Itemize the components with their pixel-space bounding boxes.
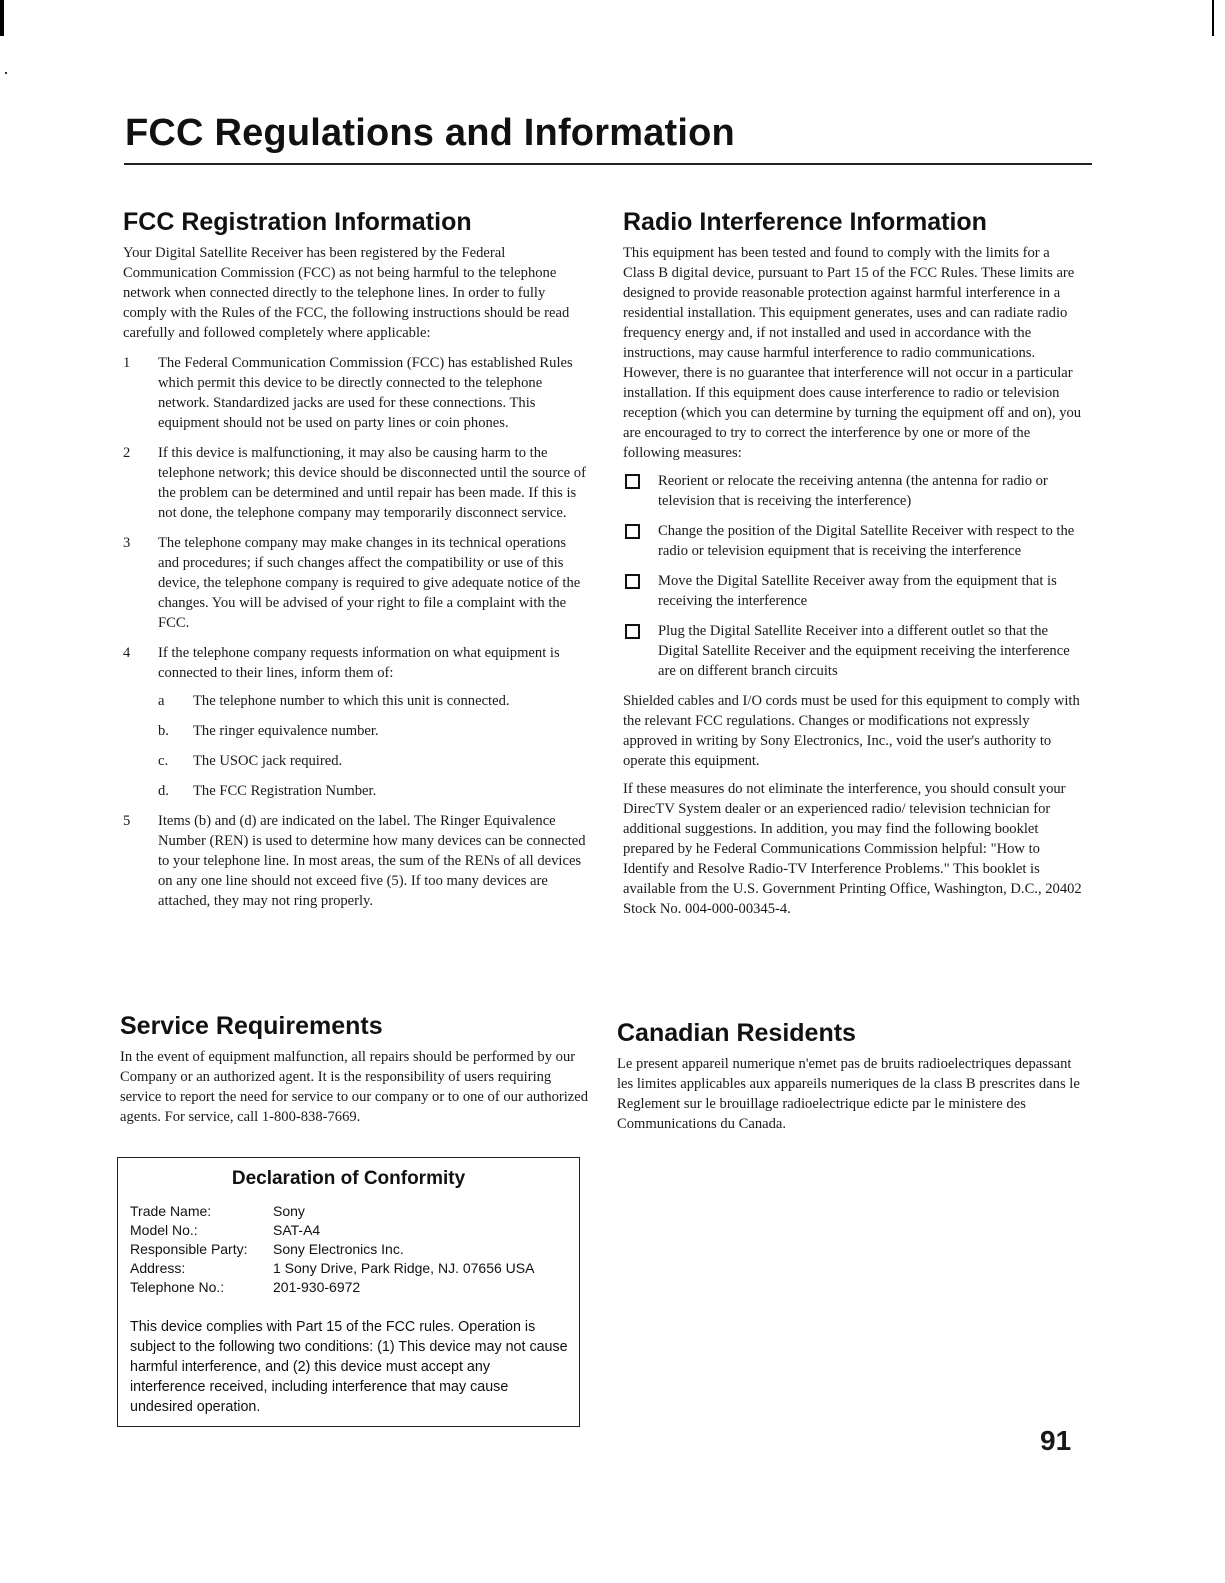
list-item <box>123 811 588 911</box>
declaration-table <box>130 1202 534 1297</box>
service-heading: Service Requirements <box>120 1012 383 1040</box>
radio-interference-intro: This equipment has been tested and found to comply with the limits for a Class B digital device, pursuant to Part 15 of the FCC Rules. These limits are designed to provide reasonable protection against harmful interference in a residential installation. This equipment generates, uses and can radiate radio frequency energy and, if not installed and used in accordance with the instructions, may cause harmful interference to radio communications. However, there is no guarantee that interference will not occur in a particular installation. If this equipment does cause interference to radio or television reception (which you can determine by turning the equipment off and on), you are encouraged to try to correct the interference by one or more of the following measures: <box>623 245 1082 461</box>
scan-edge-mark-left <box>0 0 4 36</box>
equipment-info-sublist <box>158 691 588 801</box>
item-number: 4 <box>123 645 131 661</box>
fcc-registration-intro: Your Digital Satellite Receiver has been registered by the Federal Communication Commission (FCC) as not being harmful to the telephone network when connected directly to the telephone lines. In order to fully comply with the Rules of the FCC, the following instructions should be read carefully and followed completely where applicable: <box>123 245 570 341</box>
title-rule <box>124 163 1092 165</box>
row-value: Sony <box>273 1203 305 1219</box>
measure-text: Move the Digital Satellite Receiver away from the equipment that is receiving the interference <box>658 573 1057 609</box>
row-value: 201-930-6972 <box>273 1279 361 1295</box>
sub-item-text: The telephone number to which this unit is connected. <box>193 693 510 709</box>
row-label: Telephone No.: <box>130 1279 225 1295</box>
sub-item-text: The USOC jack required. <box>193 753 343 769</box>
sub-item-letter: c. <box>158 753 169 769</box>
sub-list-item <box>158 721 588 741</box>
table-row <box>130 1240 534 1259</box>
row-value: 1 Sony Drive, Park Ridge, NJ. 07656 USA <box>273 1260 535 1276</box>
service-requirements-section <box>120 1012 590 1135</box>
left-column <box>123 208 588 921</box>
list-item <box>623 571 1085 611</box>
item-number: 2 <box>123 445 131 461</box>
canadian-text: Le present appareil numerique n'emet pas de bruits radioelectriques depassant les limites applicables aux appareils numeriques de la class B prescrites dans le Reglement sur le brouillage radioelectrique edicte par le ministere des Communications du Canada. <box>617 1056 1080 1132</box>
declaration-of-conformity-box <box>117 1157 580 1427</box>
list-item <box>623 621 1085 681</box>
row-label: Responsible Party: <box>130 1241 248 1257</box>
table-row <box>130 1259 534 1278</box>
list-item <box>123 533 588 633</box>
scan-speck <box>5 72 7 74</box>
scan-edge-mark-right <box>1212 0 1214 36</box>
measure-text: Reorient or relocate the receiving antenna (the antenna for radio or television that is receiving the interference) <box>658 473 1048 509</box>
sub-item-letter: b. <box>158 723 169 739</box>
sub-item-text: The ringer equivalence number. <box>193 723 379 739</box>
item-text: If the telephone company requests information on what equipment is connected to their lines, inform them of: <box>158 645 560 681</box>
sub-list-item <box>158 751 588 771</box>
row-value: Sony Electronics Inc. <box>273 1241 404 1257</box>
right-column <box>623 208 1085 927</box>
sub-item-letter: d. <box>158 783 169 799</box>
checkbox-icon <box>625 624 640 639</box>
row-label: Model No.: <box>130 1222 198 1238</box>
list-item <box>623 471 1085 511</box>
checkbox-icon <box>625 474 640 489</box>
table-row <box>130 1202 534 1221</box>
sub-item-letter: a <box>158 693 165 709</box>
radio-interference-heading: Radio Interference Information <box>623 208 987 236</box>
item-text: Items (b) and (d) are indicated on the label. The Ringer Equivalence Number (REN) is used to determine how many devices can be connected to your telephone line. In most areas, the sum of the RENs of all devices on any one line should not exceed five (5). If too many devices are attached, they may not ring properly. <box>158 813 586 909</box>
item-number: 1 <box>123 355 131 371</box>
checkbox-icon <box>625 574 640 589</box>
fcc-registration-list <box>123 353 588 911</box>
page-title: FCC Regulations and Information <box>125 112 735 154</box>
table-row <box>130 1278 534 1297</box>
row-label: Trade Name: <box>130 1203 212 1219</box>
declaration-text: This device complies with Part 15 of the FCC rules. Operation is subject to the following two conditions: (1) This device may not cause harmful interference, and (2) this device must accept any interference received, including interference that may cause undesired operation. <box>130 1319 568 1415</box>
canadian-heading: Canadian Residents <box>617 1019 856 1047</box>
page-number: 91 <box>1040 1425 1072 1456</box>
canadian-residents-section <box>617 1019 1085 1142</box>
sub-list-item <box>158 691 588 711</box>
item-number: 3 <box>123 535 131 551</box>
service-text: In the event of equipment malfunction, all repairs should be performed by our Company or an authorized agent. It is the responsibility of users requiring service to report the need for service to our company or to one of our authorized agents. For service, call 1-800-838-7669. <box>120 1049 589 1125</box>
declaration-title: Declaration of Conformity <box>231 1168 466 1189</box>
list-item <box>123 353 588 433</box>
sub-list-item <box>158 781 588 801</box>
row-label: Address: <box>130 1260 186 1276</box>
measure-text: Plug the Digital Satellite Receiver into a different outlet so that the Digital Satellite Receiver and the equipment receiving the interference are on different branch circuits <box>658 623 1070 679</box>
checkbox-icon <box>625 524 640 539</box>
item-text: The Federal Communication Commission (FCC) has established Rules which permit this device to be directly connected to the telephone network. Standardized jacks are used for these connections. This equipment should not be used on party lines or coin phones. <box>158 355 573 431</box>
interference-measures-list <box>623 471 1085 681</box>
fcc-registration-heading: FCC Registration Information <box>123 208 472 236</box>
measure-text: Change the position of the Digital Satellite Receiver with respect to the radio or television equipment that is receiving the interference <box>658 523 1075 559</box>
item-number: 5 <box>123 813 131 829</box>
item-text: If this device is malfunctioning, it may also be causing harm to the telephone network; this device should be disconnected until the source of the problem can be determined and until repair has been made. If this is not done, the telephone company may temporarily disconnect service. <box>158 445 586 521</box>
list-item <box>123 643 588 801</box>
shielded-cables-text: Shielded cables and I/O cords must be used for this equipment to comply with the relevant FCC regulations. Changes or modifications not expressly approved in writing by Sony Electronics, Inc., void the user's authority to operate this equipment. <box>623 693 1080 769</box>
row-value: SAT-A4 <box>273 1222 321 1238</box>
item-text: The telephone company may make changes in its technical operations and procedures; if such changes affect the compatibility or use of this device, the telephone company is required to give adequate notice of the changes. You will be advised of your right to file a complaint with the FCC. <box>158 535 581 631</box>
consult-dealer-text: If these measures do not eliminate the interference, you should consult your DirecTV System dealer or an experienced radio/ television technician for additional suggestions. In addition, you may find the following booklet prepared by he Federal Communications Commission helpful: "How to Identify and Resolve Radio-TV Interference Problems." This booklet is available from the U.S. Government Printing Office, Washington, D.C., 20402 Stock No. 004-000-00345-4. <box>623 781 1082 917</box>
table-row <box>130 1221 534 1240</box>
list-item <box>123 443 588 523</box>
list-item <box>623 521 1085 561</box>
sub-item-text: The FCC Registration Number. <box>193 783 377 799</box>
